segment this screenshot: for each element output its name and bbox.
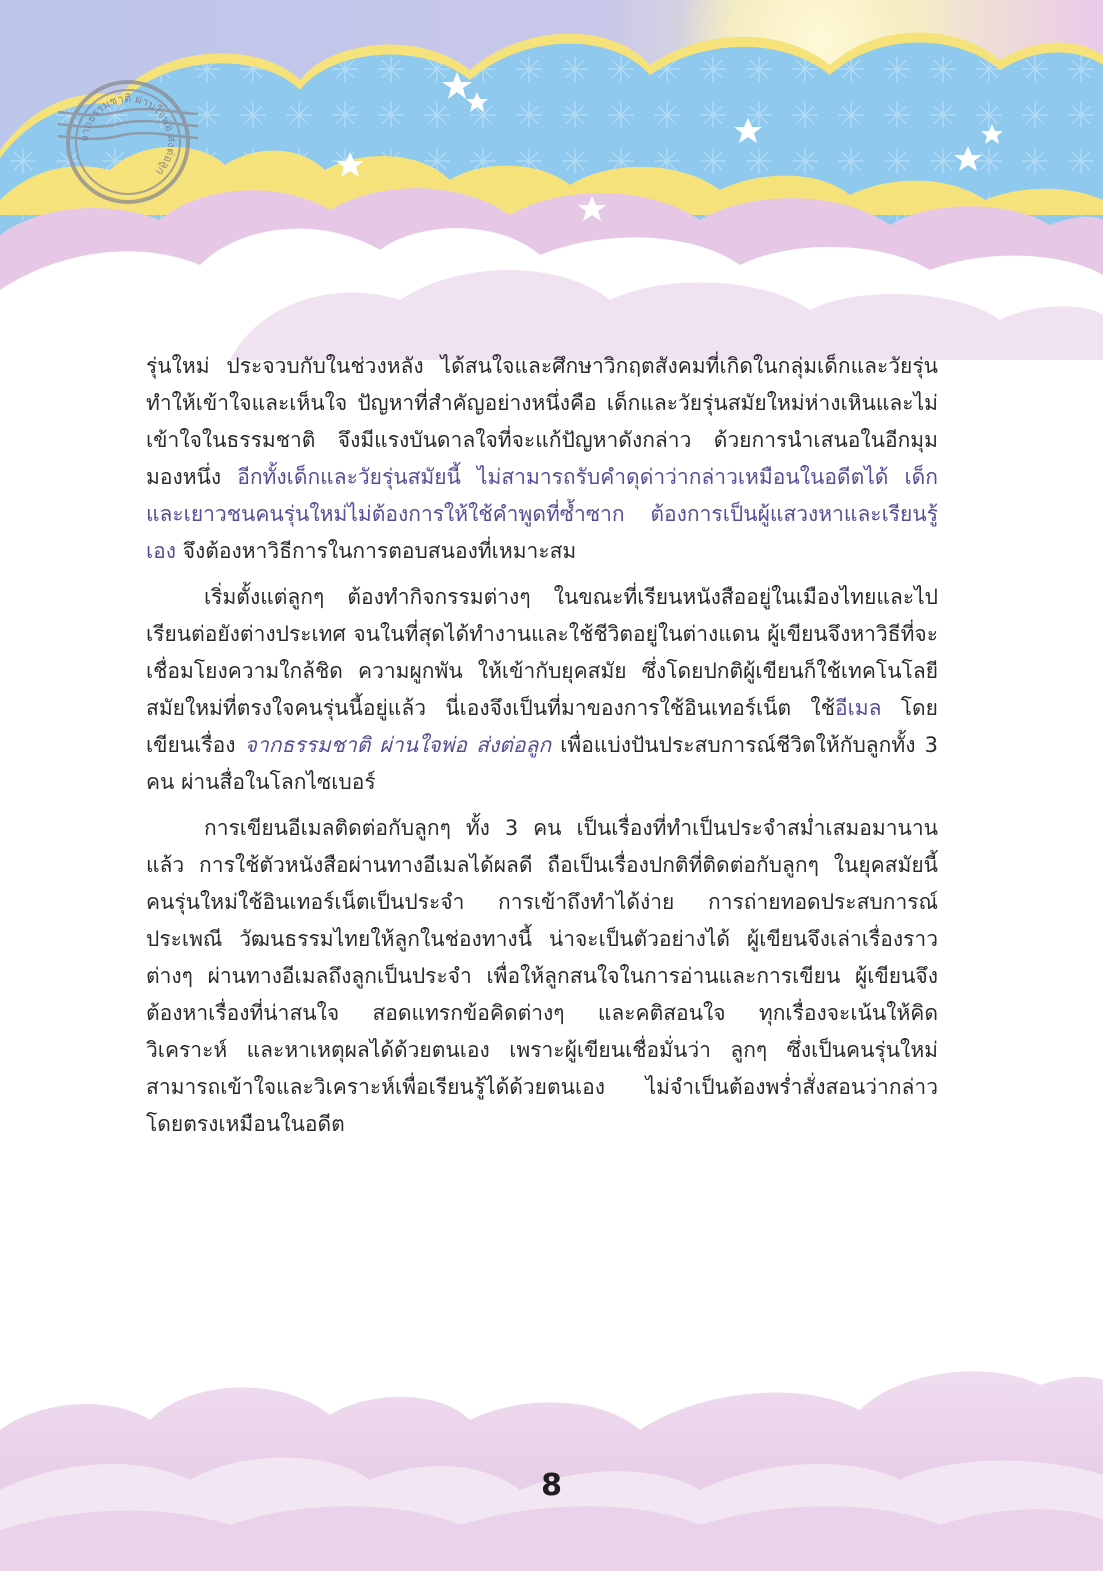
paragraph-3-text: การเขียนอีเมลติดต่อกับลูกๆ ทั้ง 3 คน เป็นเรื่องที่ทำเป็นประจำสม่ำเสมอมานานแล้ว การใช้ตัวหนังสือผ่านทางอีเมลได้ผลดี ถือเป็นเรื่องปกติที่ติดต่อกับลูกๆ ในยุคสมัยนี้ คนรุ่นใหม่ใช้อินเทอร์เน็ตเป็นประจำ การเข้าถึงทำได้ง่าย การถ่ายทอดประสบการณ์ ประเพณี วัฒนธรรมไทยให้ลูกในช่องทางนี้ น่าจะเป็นตัวอย่างได้ ผู้เขียนจึงเล่าเรื่องราวต่างๆ ผ่านทางอีเมลถึงลูกเป็นประจำ เพื่อให้ลูกสนใจในการอ่านและการเขียน ผู้เขียนจึงต้องหาเรื่องที่น่าสนใจ สอดแทรกข้อคิดต่างๆ และคติสอนใจ ทุกเรื่องจะเน้นให้คิด วิเคราะห์ และหาเหตุผลได้ด้วยตนเอง เพราะผู้เขียนเชื่อมั่นว่า ลูกๆ ซึ่งเป็นคนรุ่นใหม่ สามารถเข้าใจและวิเคราะห์เพื่อเรียนรู้ได้ด้วยตนเอง ไม่จำเป็นต้องพร่ำสั่งสอนว่ากล่าวโดยตรงเหมือนในอดีต	[146, 816, 938, 1136]
paragraph-2-text-mid: โดยเขียนเรื่อง	[146, 696, 938, 757]
paragraph-2	[146, 579, 938, 801]
body-text	[146, 348, 938, 1152]
paragraph-2-email-highlight: อีเมล	[834, 696, 882, 720]
paragraph-2-text: เริ่มตั้งแต่ลูกๆ ต้องทำกิจกรรมต่างๆ ในขณะที่เรียนหนังสืออยู่ในเมืองไทยและไปเรียนต่อยังต่างประเทศ จนในที่สุดได้ทำงานและใช้ชีวิตอยู่ในต่างแดน ผู้เขียนจึงหาวิธีที่จะเชื่อมโยงความใกล้ชิด ความผูกพัน ให้เข้ากับยุคสมัย ซึ่งโดยปกติผู้เขียนก็ใช้เทคโนโลยีสมัยใหม่ที่ตรงใจคนรุ่นนี้อยู่แล้ว นี่เองจึงเป็นที่มาของการใช้อินเทอร์เน็ต ใช้	[146, 585, 938, 720]
paragraph-1-text: รุ่นใหม่ ประจวบกับในช่วงหลัง ได้สนใจและศึกษาวิกฤตสังคมที่เกิดในกลุ่มเด็กและวัยรุ่น ทำให้เข้าใจและเห็นใจ ปัญหาที่สำคัญอย่างหนึ่งคือ เด็กและวัยรุ่นสมัยใหม่ห่างเหินและไม่เข้าใจในธรรมชาติ จึงมีแรงบันดาลใจที่จะแก้ปัญหาดังกล่าว ด้วยการนำเสนอในอีกมุมมองหนึ่ง	[146, 354, 938, 489]
postmark-stamp	[58, 72, 198, 212]
stamp-text: จากธรรมชาติ ผ่านใจพ่อ ส่งต่อลูก	[77, 91, 179, 178]
paragraph-1-highlight: อีกทั้งเด็กและวัยรุ่นสมัยนี้ ไม่สามารถรับคำดุด่าว่ากล่าวเหมือนในอดีตได้ เด็กและเยาวชนคนรุ่นใหม่ไม่ต้องการให้ใช้คำพูดที่ซ้ำซาก ต้องการเป็นผู้แสวงหาและเรียนรู้เอง	[146, 465, 938, 563]
paragraph-3	[146, 810, 938, 1143]
paragraph-1	[146, 348, 938, 570]
paragraph-2-text-end: เพื่อแบ่งปันประสบการณ์ชีวิตให้กับลูกทั้ง 3 คน ผ่านสื่อในโลกไซเบอร์	[146, 733, 938, 794]
paragraph-1-text-end: จึงต้องหาวิธีการในการตอบสนองที่เหมาะสม	[176, 539, 577, 563]
footer-cloud-illustration	[0, 1340, 1103, 1571]
paragraph-2-book-title: จากธรรมชาติ ผ่านใจพ่อ ส่งต่อลูก	[244, 733, 552, 757]
page-number: 8	[541, 1468, 562, 1503]
